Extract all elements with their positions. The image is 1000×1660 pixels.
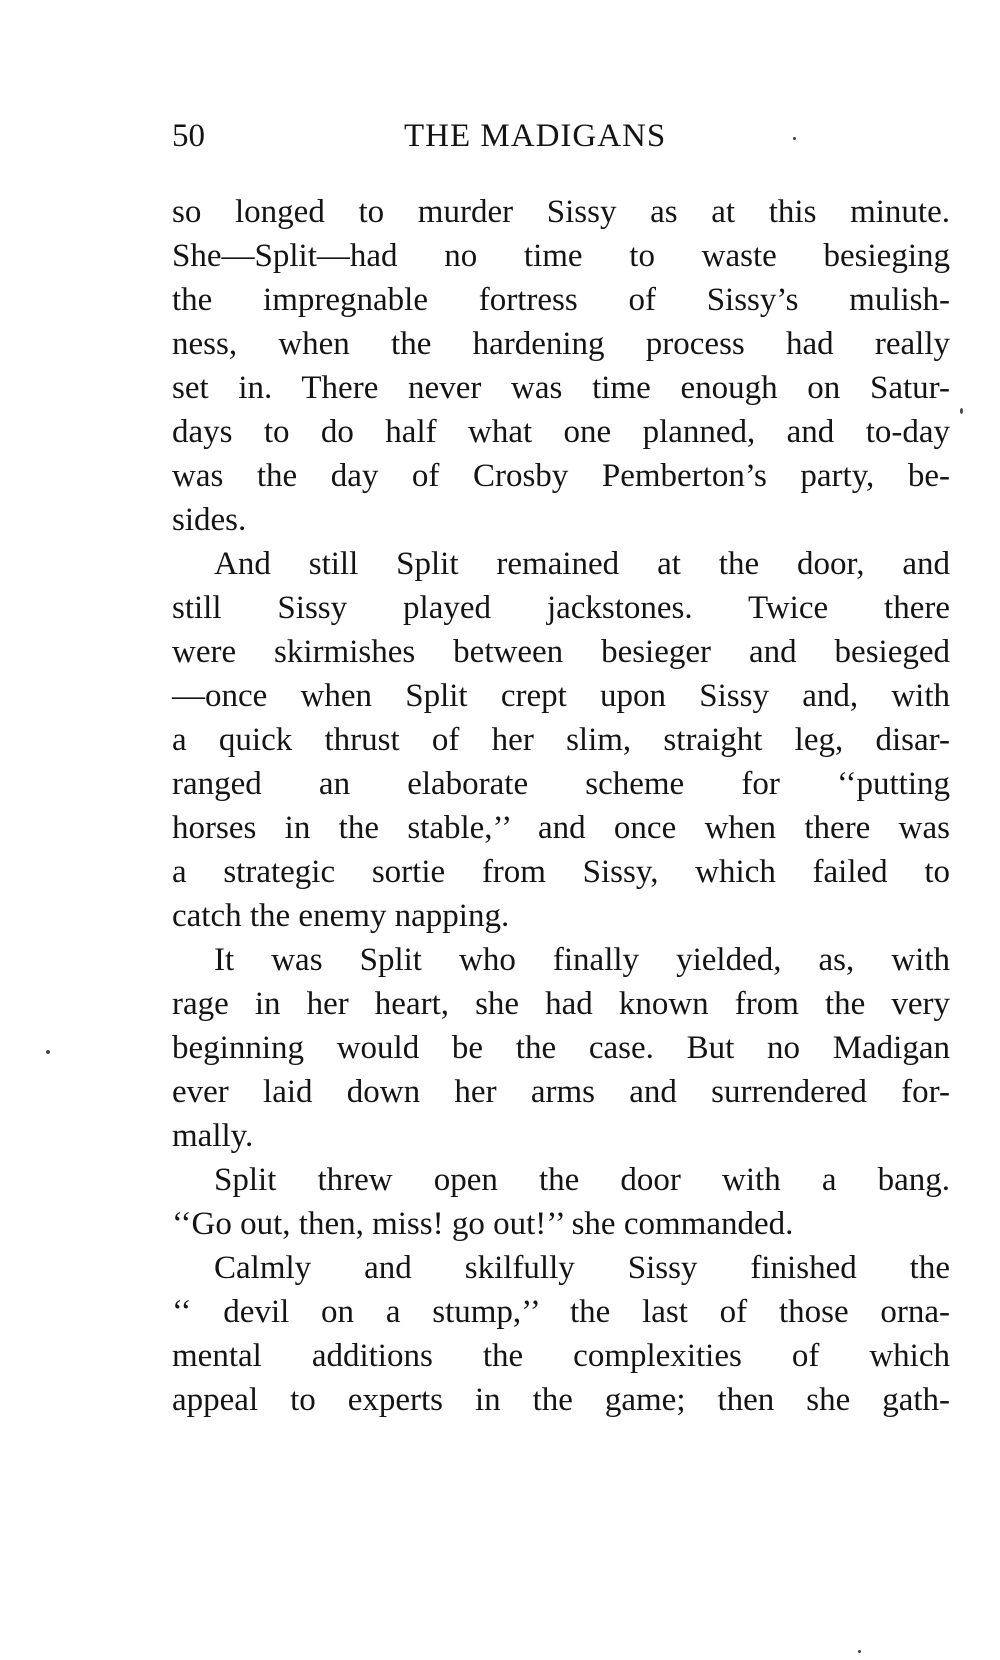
scan-speck (960, 408, 963, 414)
text-line: horses in the stable,’’ and once when there was (172, 810, 950, 846)
text-line: It was Split who finally yielded, as, with (214, 942, 950, 978)
text-line: was the day of Crosby Pemberton’s party, be- (172, 458, 950, 494)
text-line: ‘‘ devil on a stump,’’ the last of those orna- (172, 1294, 950, 1330)
text-line: the impregnable fortress of Sissy’s mulish- (172, 282, 950, 318)
text-line: —once when Split crept upon Sissy and, with (172, 678, 950, 714)
text-line: And still Split remained at the door, and (214, 546, 950, 582)
text-line: ness, when the hardening process had really (172, 326, 950, 362)
scan-speck (858, 1650, 861, 1653)
text-line: a strategic sortie from Sissy, which failed to (172, 854, 950, 890)
scan-speck (46, 1050, 50, 1054)
text-line: catch the enemy napping. (172, 898, 510, 934)
text-line: mally. (172, 1118, 254, 1154)
text-line: a quick thrust of her slim, straight leg, disar- (172, 722, 950, 758)
body-text (172, 190, 950, 1422)
text-line: Calmly and skilfully Sissy finished the (214, 1250, 950, 1286)
text-line: beginning would be the case. But no Madigan (172, 1030, 950, 1066)
text-line: rage in her heart, she had known from the very (172, 986, 950, 1022)
text-line: appeal to experts in the game; then she gath- (172, 1382, 950, 1418)
text-line: She—Split—had no time to waste besieging (172, 238, 950, 274)
text-line: ranged an elaborate scheme for ‘‘putting (172, 766, 950, 802)
page-header (172, 112, 950, 160)
page-number: 50 (172, 118, 205, 154)
text-line: mental additions the complexities of which (172, 1338, 950, 1374)
running-head: THE MADIGANS (404, 118, 667, 154)
text-line: sides. (172, 502, 247, 538)
text-line: set in. There never was time enough on Satur- (172, 370, 950, 406)
text-line: were skirmishes between besieger and besieged (172, 634, 950, 670)
text-line: so longed to murder Sissy as at this minute. (172, 194, 950, 230)
text-line: days to do half what one planned, and to-day (172, 414, 950, 450)
text-line: Split threw open the door with a bang. (214, 1162, 950, 1198)
text-line: ever laid down her arms and surrendered for- (172, 1074, 950, 1110)
scan-speck (793, 137, 796, 140)
text-line: ‘‘Go out, then, miss! go out!’’ she commanded. (172, 1206, 794, 1242)
text-line: still Sissy played jackstones. Twice there (172, 590, 950, 626)
